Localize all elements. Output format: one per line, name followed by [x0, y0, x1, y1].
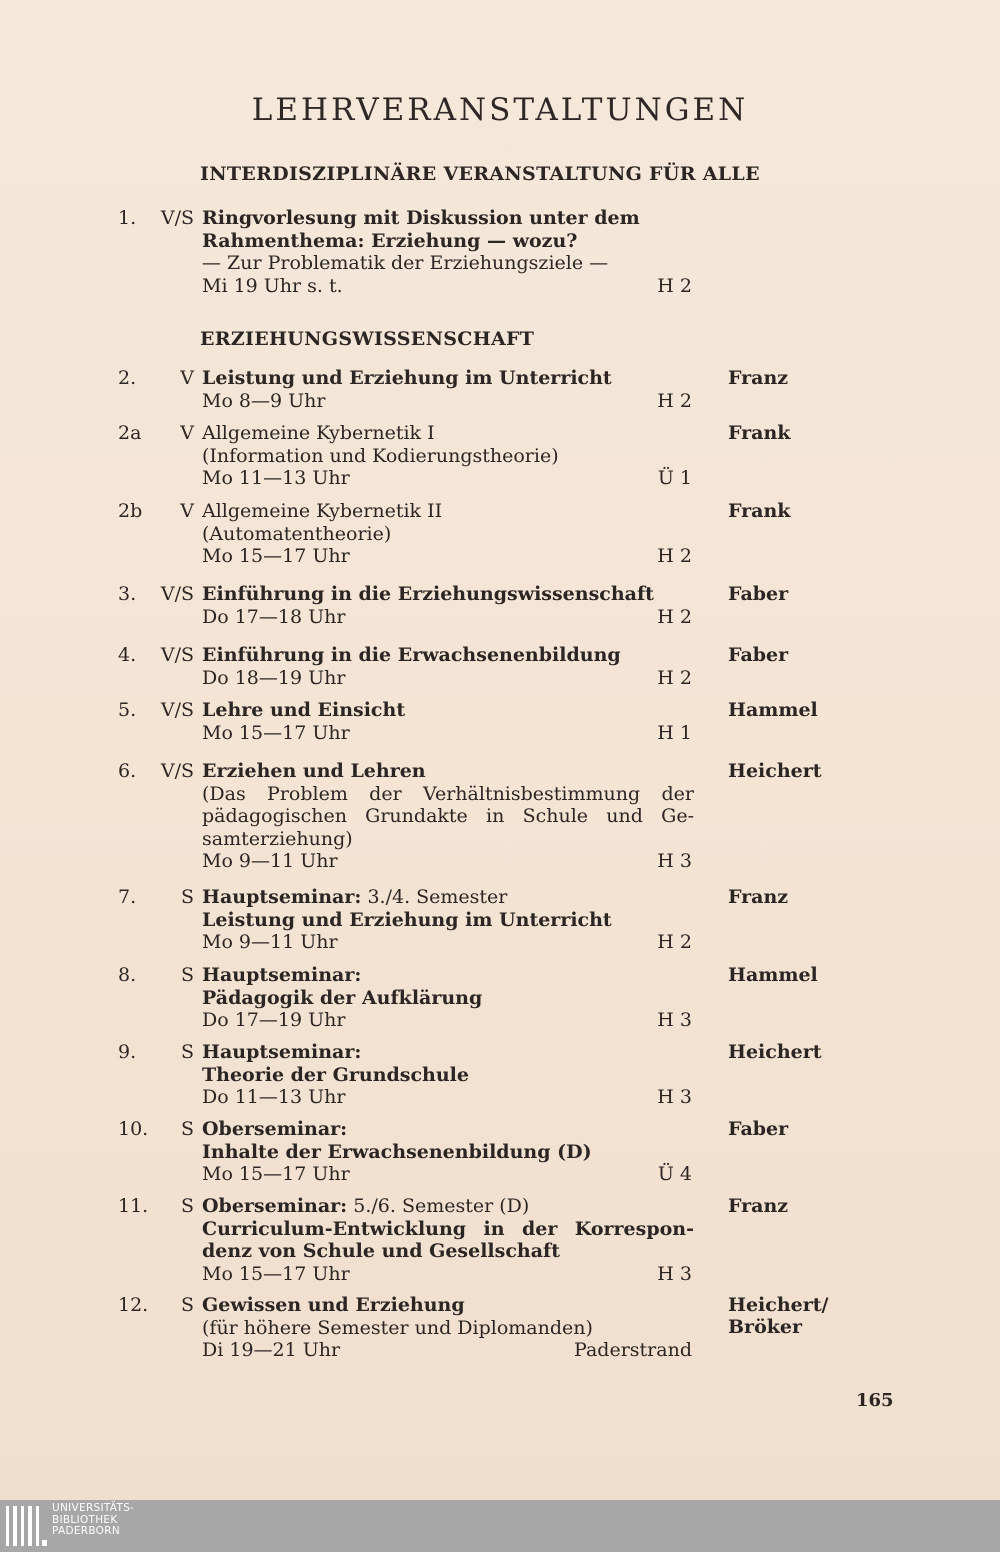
- course-number: 10.: [118, 1118, 149, 1140]
- course-title-line: Einführung in die Erziehungswissenschaft: [202, 583, 654, 605]
- course-type: V: [180, 422, 194, 444]
- course-title-line: Allgemeine Kybernetik II: [202, 500, 443, 522]
- course-type: S: [180, 964, 194, 986]
- course-lecturer: Hammel: [728, 964, 818, 986]
- course-lecturer-line: Bröker: [728, 1316, 803, 1338]
- course-title-line: Pädagogik der Aufklärung: [202, 986, 483, 1009]
- course-title-line: Curriculum-Entwicklung in der Korrespon-: [202, 1217, 694, 1240]
- course-number: 5.: [118, 699, 137, 721]
- course-schedule: [202, 931, 694, 954]
- course-room: Ü 4: [657, 1163, 692, 1185]
- course-time: Mi 19 Uhr s. t.: [202, 274, 343, 297]
- course-type: S: [180, 1118, 194, 1140]
- course-lecturer: Faber: [728, 583, 789, 605]
- course-text: [202, 207, 694, 297]
- course-title-line: denz von Schule und Gesellschaft: [202, 1240, 560, 1262]
- course-title-line: Oberseminar:: [202, 1118, 348, 1140]
- course-title-line: Theorie der Grundschule: [202, 1063, 469, 1086]
- course-schedule: [202, 1263, 694, 1286]
- course-description-line: (für höhere Semester und Diplomanden): [202, 1316, 593, 1339]
- course-text: [202, 367, 694, 412]
- course-text: [202, 1195, 694, 1285]
- page-number: 165: [856, 1390, 894, 1411]
- course-description-line: (Information und Kodierungstheorie): [202, 444, 559, 467]
- course-number: 12.: [118, 1294, 149, 1316]
- course-number: 7.: [118, 886, 137, 908]
- course-number: 9.: [118, 1041, 137, 1063]
- course-text: [202, 886, 694, 954]
- course-number: 1.: [118, 207, 137, 229]
- course-type: V/S: [160, 760, 194, 782]
- course-number: 11.: [118, 1195, 149, 1217]
- course-title-line: Inhalte der Erwachsenenbildung (D): [202, 1140, 592, 1163]
- course-lecturer: [728, 1294, 828, 1338]
- course-title-line: Hauptseminar:: [202, 964, 362, 986]
- course-title-line: Allgemeine Kybernetik I: [202, 422, 435, 444]
- page-title: LEHRVERANSTALTUNGEN: [251, 92, 749, 128]
- course-number: 4.: [118, 644, 137, 666]
- course-title-line: Ringvorlesung mit Diskussion unter dem: [202, 207, 640, 229]
- course-title-line: Hauptseminar:: [202, 1041, 362, 1063]
- course-room: H 2: [657, 389, 692, 412]
- course-time: Mo 9—11 Uhr: [202, 931, 338, 953]
- course-description-line: (Das Problem der Verhältnisbestimmung der: [202, 782, 694, 805]
- course-type: V: [180, 500, 194, 522]
- course-text: [202, 1041, 694, 1109]
- course-title-line: Rahmenthema: Erziehung — wozu?: [202, 229, 578, 252]
- logo-line: BIBLIOTHEK: [52, 1513, 118, 1526]
- course-room: H 3: [657, 1262, 692, 1285]
- logo-line: UNIVERSITÄTS-: [52, 1502, 135, 1514]
- course-text: [202, 760, 694, 873]
- course-text: [202, 644, 694, 689]
- course-room: H 2: [657, 931, 692, 953]
- course-title-line: Gewissen und Erziehung: [202, 1294, 465, 1316]
- course-room: Paderstrand: [574, 1339, 692, 1361]
- course-type: V/S: [160, 207, 194, 229]
- course-room: Ü 1: [657, 467, 692, 489]
- course-schedule: [202, 606, 694, 629]
- course-room: H 1: [657, 721, 692, 744]
- course-text: [202, 583, 694, 628]
- course-schedule: [202, 722, 694, 745]
- course-time: Mo 11—13 Uhr: [202, 467, 350, 489]
- course-type: S: [180, 1041, 194, 1063]
- course-description-line: pädagogischen Grundakte in Schule und Ge-: [202, 805, 694, 827]
- course-time: Mo 15—17 Uhr: [202, 721, 350, 744]
- course-lecturer: Franz: [728, 367, 789, 389]
- course-room: H 2: [657, 545, 692, 567]
- course-room: H 2: [657, 274, 692, 297]
- course-number: 3.: [118, 583, 137, 605]
- course-title-line: Leistung und Erziehung im Unterricht: [202, 367, 612, 389]
- course-lecturer: Frank: [728, 500, 791, 522]
- course-number: 8.: [118, 964, 137, 986]
- course-text: [202, 1294, 694, 1362]
- course-type: V/S: [160, 583, 194, 605]
- course-room: H 3: [657, 1009, 692, 1031]
- course-schedule: [202, 1009, 694, 1032]
- course-lecturer: Frank: [728, 422, 791, 444]
- course-text: [202, 964, 694, 1032]
- course-type: S: [180, 1294, 194, 1316]
- course-lecturer: Franz: [728, 1195, 789, 1217]
- course-number: 2.: [118, 367, 137, 389]
- course-title-line: Hauptseminar: 3./4. Semester: [202, 886, 508, 908]
- course-time: Mo 15—17 Uhr: [202, 545, 350, 567]
- course-type: S: [180, 886, 194, 908]
- course-type: V/S: [160, 644, 194, 666]
- course-schedule: [202, 1339, 694, 1362]
- course-time: Do 18—19 Uhr: [202, 666, 346, 689]
- course-time: Mo 15—17 Uhr: [202, 1163, 350, 1185]
- course-time: Mo 8—9 Uhr: [202, 389, 326, 412]
- course-type: V/S: [160, 699, 194, 721]
- course-lecturer: Heichert: [728, 1041, 822, 1063]
- course-title-line: Oberseminar: 5./6. Semester (D): [202, 1195, 530, 1217]
- course-schedule: [202, 390, 694, 413]
- course-type: V: [180, 367, 194, 389]
- course-lecturer-line: Heichert/: [728, 1294, 829, 1316]
- library-bars-icon: [4, 1504, 48, 1548]
- course-description-line: (Automatentheorie): [202, 522, 392, 545]
- course-text: [202, 422, 694, 490]
- course-title-line: Lehre und Einsicht: [202, 699, 406, 721]
- course-room: H 2: [657, 666, 692, 689]
- logo-line: PADERBORN: [52, 1525, 120, 1537]
- course-lecturer: Faber: [728, 644, 789, 666]
- course-time: Di 19—21 Uhr: [202, 1339, 341, 1361]
- section-heading-interdisciplinary: INTERDISZIPLINÄRE VERANSTALTUNG FÜR ALLE: [200, 163, 760, 185]
- course-schedule: [202, 1086, 694, 1109]
- course-schedule: [202, 850, 694, 873]
- course-description-line: samterziehung): [202, 827, 353, 850]
- course-description-line: — Zur Problematik der Erziehungsziele —: [202, 252, 609, 274]
- course-title-line: Einführung in die Erwachsenenbildung: [202, 644, 621, 666]
- course-schedule: [202, 467, 694, 490]
- course-text: [202, 500, 694, 568]
- course-lecturer: Hammel: [728, 699, 818, 721]
- course-time: Do 17—18 Uhr: [202, 605, 346, 628]
- course-lecturer: Heichert: [728, 760, 822, 782]
- section-heading-education-science: ERZIEHUNGSWISSENSCHAFT: [200, 328, 535, 350]
- course-number: 2b: [118, 500, 143, 522]
- course-type: S: [180, 1195, 194, 1217]
- course-time: Do 17—19 Uhr: [202, 1009, 346, 1031]
- library-logo-text: [52, 1503, 134, 1538]
- course-schedule: [202, 545, 694, 568]
- course-number: 2a: [118, 422, 142, 444]
- course-schedule: [202, 275, 694, 298]
- course-title-line: Leistung und Erziehung im Unterricht: [202, 908, 612, 931]
- course-room: H 3: [657, 850, 692, 872]
- course-lecturer: Franz: [728, 886, 789, 908]
- library-footer-bar: [0, 1500, 1000, 1552]
- course-number: 6.: [118, 760, 137, 782]
- course-schedule: [202, 1163, 694, 1186]
- course-time: Mo 9—11 Uhr: [202, 850, 338, 872]
- course-room: H 2: [657, 605, 692, 628]
- course-schedule: [202, 667, 694, 690]
- course-lecturer: Faber: [728, 1118, 789, 1140]
- course-time: Do 11—13 Uhr: [202, 1086, 346, 1108]
- course-title-line: Erziehen und Lehren: [202, 760, 426, 782]
- course-time: Mo 15—17 Uhr: [202, 1262, 350, 1285]
- course-text: [202, 699, 694, 744]
- course-room: H 3: [657, 1086, 692, 1108]
- course-text: [202, 1118, 694, 1186]
